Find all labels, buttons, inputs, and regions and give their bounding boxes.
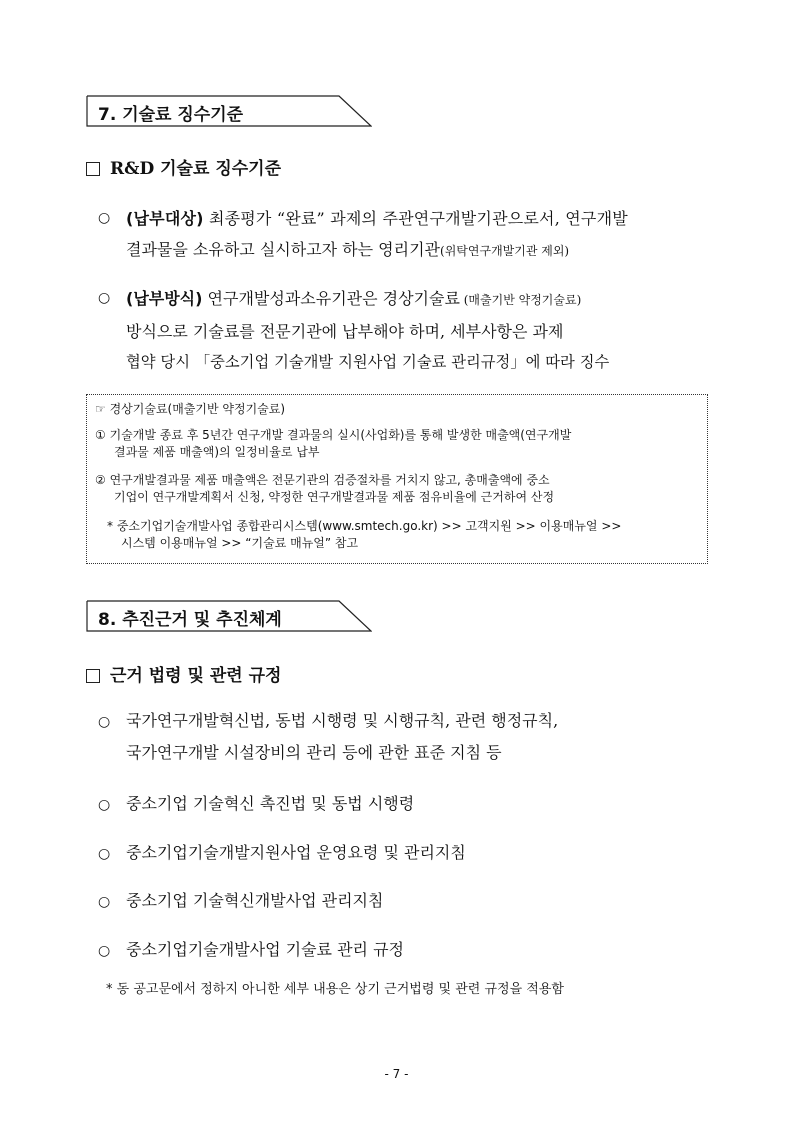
checkbox-square-icon (86, 162, 100, 176)
note-item-2-line1: ② 연구개발결과물 제품 매출액은 전문기관의 검증절차를 거치지 않고, 총매출액에 중소 (95, 473, 550, 487)
box-title-text: 근거 법령 및 관련 규정 (110, 666, 282, 686)
circle-bullet-icon: ○ (98, 943, 111, 959)
list-item (98, 937, 404, 960)
item-text-line2-note: (위탁연구개발기관 제외) (440, 244, 570, 258)
royalty-note-box (86, 394, 708, 564)
box-title-text: R&D 기술료 징수기준 (110, 159, 282, 179)
list-item (98, 888, 383, 911)
note-item-2-line2: 기업이 연구개발계획서 신청, 약정한 연구개발결과물 제품 점유비율에 근거하여 산정 (114, 490, 555, 504)
item-text-line2: 방식으로 기술료를 전문기관에 납부해야 하며, 세부사항은 과제 (126, 322, 564, 341)
checkbox-square-icon (86, 669, 100, 683)
item-text-line3: 협약 당시 「중소기업 기술개발 지원사업 기술료 관리규정」에 따라 징수 (126, 353, 610, 371)
note-item-1-line1: ① 기술개발 종료 후 5년간 연구개발 결과물의 실시(사업화)를 통해 발생한 매출액(연구개발 (95, 428, 572, 442)
note-reference-line1: * 중소기업기술개발사업 종합관리시스템(www.smtech.go.kr) >> 고객지원 >> 이용매뉴얼 >> (107, 519, 622, 533)
list-item-text: 국가연구개발혁신법, 동법 시행령 및 시행규칙, 관련 행정규칙, (126, 711, 559, 730)
item-text-line1: 연구개발성과소유기관은 경상기술료 (207, 289, 460, 308)
circle-bullet-icon: ○ (98, 846, 111, 862)
note-heading: ☞ 경상기술료(매출기반 약정기술료) (95, 402, 286, 416)
item-text-line2: 결과물을 소유하고 실시하고자 하는 영리기관 (126, 240, 441, 259)
payment-method-item (98, 283, 710, 378)
item-text-line1-note: (매출기반 약정기술료) (459, 293, 582, 307)
list-item-text: 중소기업 기술혁신개발사업 관리지침 (126, 891, 384, 910)
circle-bullet-icon: ○ (98, 714, 111, 730)
circle-bullet-icon: ○ (98, 797, 111, 813)
list-item-text: 국가연구개발 시설장비의 관리 등에 관한 표준 지침 등 (126, 743, 502, 762)
section-8-box-title (86, 661, 281, 686)
page-number: - 7 - (384, 1067, 409, 1081)
circle-bullet-icon: ○ (98, 894, 111, 910)
section-7-box-title (86, 154, 281, 179)
list-item-continuation (126, 740, 502, 763)
section-8-title: 8. 추진근거 및 추진체계 (98, 610, 282, 630)
list-item-text: 중소기업 기술혁신 촉진법 및 동법 시행령 (126, 794, 415, 813)
item-text-line1: 최종평가 “완료” 과제의 주관연구개발기관으로서, 연구개발 (208, 209, 628, 228)
note-reference-line2: 시스템 이용매뉴얼 >> “기술료 매뉴얼” 참고 (121, 536, 359, 550)
circle-bullet-icon: ○ (98, 210, 111, 226)
footnote: * 동 공고문에서 정하지 아니한 세부 내용은 상기 근거법령 및 관련 규정을 적용함 (106, 982, 564, 997)
item-label: (납부방식) (126, 289, 203, 308)
list-item (98, 708, 558, 731)
list-item (98, 791, 414, 814)
payment-target-item (98, 203, 710, 267)
list-item-text: 중소기업기술개발사업 기술료 관리 규정 (126, 940, 405, 959)
list-item-text: 중소기업기술개발지원사업 운영요령 및 관리지침 (126, 843, 466, 862)
circle-bullet-icon: ○ (98, 290, 111, 306)
item-label: (납부대상) (126, 209, 204, 228)
list-item (98, 840, 466, 863)
section-7-title: 7. 기술료 징수기준 (98, 105, 244, 125)
note-item-1-line2: 결과물 제품 매출액)의 일정비율로 납부 (114, 445, 320, 459)
